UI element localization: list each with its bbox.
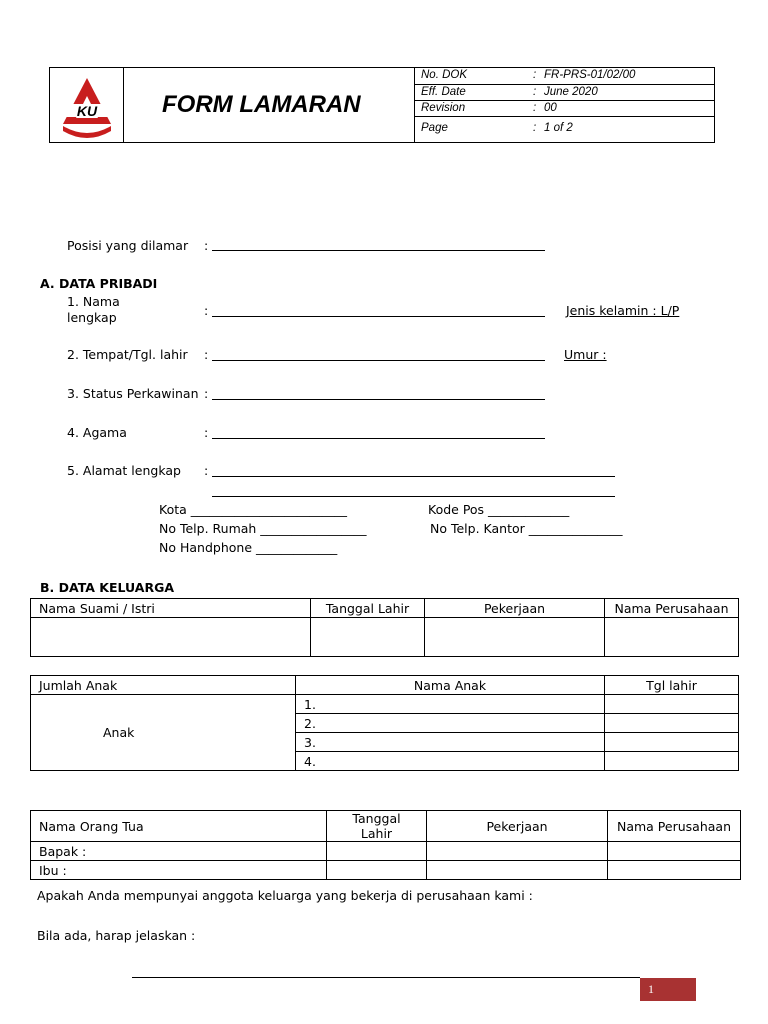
header-nama-orang-tua: Nama Orang Tua (31, 811, 327, 842)
meta-row-date: Eff. Date : June 2020 (415, 85, 714, 101)
child-name-cell[interactable]: 3. (296, 733, 605, 752)
child-name-cell[interactable]: 1. (296, 695, 605, 714)
meta-row-revision: Revision : 00 (415, 101, 714, 117)
status-colon: : (204, 386, 209, 401)
agama-field[interactable] (212, 438, 545, 439)
parent-perusahaan-cell[interactable] (608, 842, 741, 861)
nama-field[interactable] (212, 316, 545, 317)
header-tanggal-lahir: Tanggal Lahir (311, 599, 425, 618)
alamat-field-line1[interactable] (212, 476, 615, 477)
header-pekerjaan: Pekerjaan (427, 811, 608, 842)
child-dob-cell[interactable] (605, 714, 739, 733)
title-cell (124, 68, 415, 142)
posisi-colon: : (204, 238, 209, 253)
parent-bapak-cell[interactable]: Bapak : (31, 842, 327, 861)
svg-text:KU: KU (76, 103, 98, 119)
spouse-pekerjaan-cell[interactable] (425, 618, 605, 657)
header-nama-perusahaan: Nama Perusahaan (605, 599, 739, 618)
child-name-cell[interactable]: 2. (296, 714, 605, 733)
alamat-colon: : (204, 463, 209, 478)
posisi-label: Posisi yang dilamar (67, 238, 189, 253)
table-header-row (31, 599, 739, 618)
header-tgl-lahir: Tgl lahir (605, 676, 739, 695)
logo-icon (50, 68, 124, 142)
parent-ibu-cell[interactable]: Ibu : (31, 861, 327, 880)
children-table (30, 675, 739, 771)
explain-prompt: Bila ada, harap jelaskan : (37, 928, 196, 943)
agama-colon: : (204, 425, 209, 440)
nama-label-line1: 1. Nama (67, 294, 120, 309)
status-label: 3. Status Perkawinan (67, 386, 199, 401)
header-pekerjaan: Pekerjaan (425, 599, 605, 618)
header-nama-perusahaan: Nama Perusahaan (608, 811, 741, 842)
parent-tanggal-cell[interactable] (327, 842, 427, 861)
table-header-row (31, 811, 741, 842)
meta-row-page: Page : 1 of 2 (421, 122, 573, 134)
kota-field[interactable]: Kota _________________________ (159, 502, 348, 517)
footer-divider (132, 977, 640, 978)
table-header-row (31, 676, 739, 695)
child-dob-cell[interactable] (605, 752, 739, 771)
jenis-kelamin-field[interactable]: Jenis kelamin : L/P (566, 303, 680, 318)
header-tanggal-lahir: Tanggal Lahir (327, 811, 427, 842)
table-row (31, 861, 741, 880)
posisi-field[interactable] (212, 250, 545, 251)
parent-pekerjaan-cell[interactable] (427, 861, 608, 880)
header-nama-anak: Nama Anak (296, 676, 605, 695)
parent-pekerjaan-cell[interactable] (427, 842, 608, 861)
alamat-field-line2[interactable] (212, 496, 615, 497)
kode-pos-field[interactable]: Kode Pos _____________ (428, 502, 570, 517)
tempat-label: 2. Tempat/Tgl. lahir (67, 347, 188, 362)
child-name-cell[interactable]: 4. (296, 752, 605, 771)
document-header (49, 67, 715, 143)
section-a-title: A. DATA PRIBADI (40, 276, 158, 291)
parent-perusahaan-cell[interactable] (608, 861, 741, 880)
handphone-field[interactable]: No Handphone _____________ (159, 540, 338, 555)
tempat-colon: : (204, 347, 209, 362)
form-title: FORM LAMARAN (162, 91, 361, 118)
child-dob-cell[interactable] (605, 695, 739, 714)
header-nama-suami-istri: Nama Suami / Istri (31, 599, 311, 618)
child-dob-cell[interactable] (605, 733, 739, 752)
meta-row-doc: No. DOK : FR-PRS-01/02/00 (415, 68, 714, 85)
parents-table (30, 810, 741, 880)
telp-kantor-field[interactable]: No Telp. Kantor _______________ (430, 521, 623, 536)
nama-colon: : (204, 303, 209, 318)
parent-tanggal-cell[interactable] (327, 861, 427, 880)
umur-field[interactable]: Umur : (564, 347, 607, 362)
spouse-table (30, 598, 739, 657)
nama-label-line2: lengkap (67, 310, 117, 325)
status-field[interactable] (212, 399, 545, 400)
table-row (31, 618, 739, 657)
telp-rumah-field[interactable]: No Telp. Rumah _________________ (159, 521, 367, 536)
agama-label: 4. Agama (67, 425, 127, 440)
spouse-nama-cell[interactable] (31, 618, 311, 657)
company-logo (50, 68, 124, 142)
spouse-tanggal-cell[interactable] (311, 618, 425, 657)
anak-label: Anak (103, 725, 135, 740)
tempat-field[interactable] (212, 360, 545, 361)
section-b-title: B. DATA KELUARGA (40, 580, 175, 595)
table-row (31, 842, 741, 861)
children-count-cell[interactable] (31, 695, 296, 771)
page-number-badge: 1 (640, 978, 696, 1001)
table-row (31, 695, 739, 714)
family-employee-question: Apakah Anda mempunyai anggota keluarga yang bekerja di perusahaan kami : (37, 888, 533, 903)
spouse-perusahaan-cell[interactable] (605, 618, 739, 657)
header-jumlah-anak: Jumlah Anak (31, 676, 296, 695)
alamat-label: 5. Alamat lengkap (67, 463, 181, 478)
